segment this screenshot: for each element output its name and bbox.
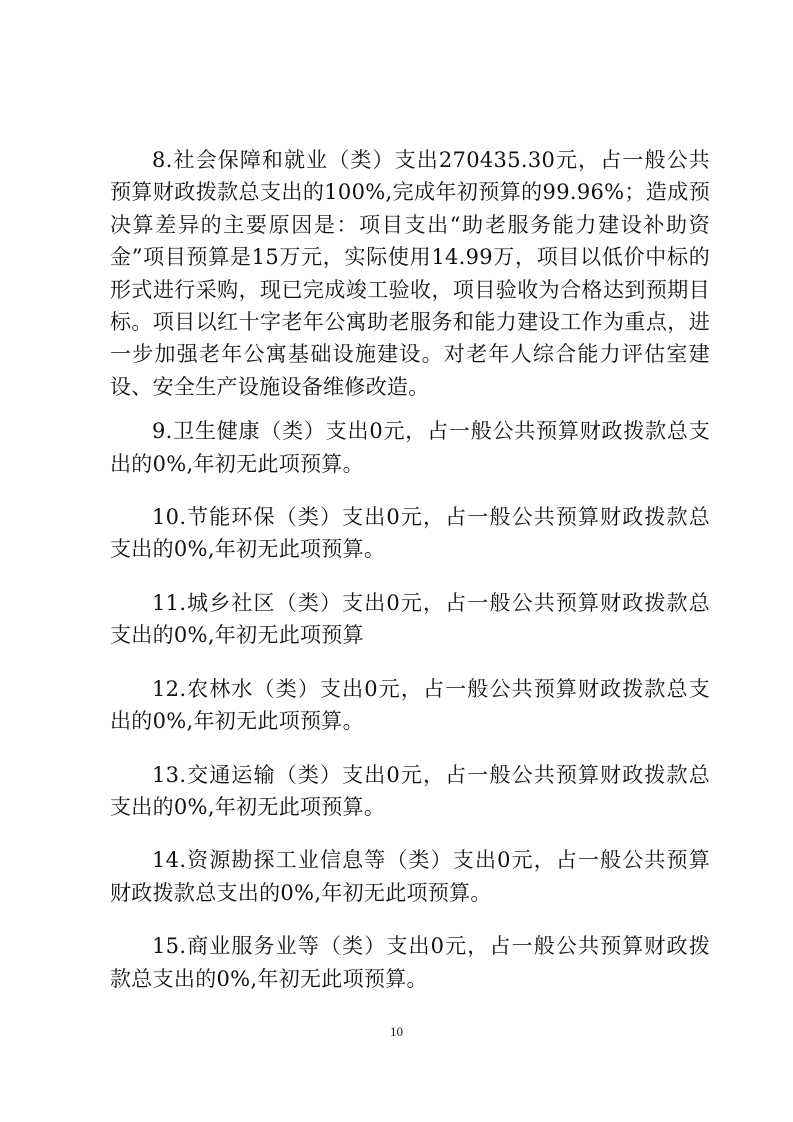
document-body	[110, 144, 710, 995]
paragraph-health: 9.卫生健康（类）支出0元，占一般公共预算财政拨款总支出的0%,年初无此项预算。	[110, 419, 710, 476]
paragraph-social-security: 8.社会保障和就业（类）支出270435.30元，占一般公共预算财政拨款总支出的100%,完成年初预算的99.96%；造成预决算差异的主要原因是：项目支出“助老服务能力建设补助资金”项目预算是15万元，实际使用14.99万，项目以低价中标的形式进行采购，现已完成竣工验收，项目验收为合格达到预期目标。项目以红十字老年公寓助老服务和能力建设工作为重点，进一步加强老年公寓基础设施建设。对老年人综合能力评估室建设、安全生产设施设备维修改造。	[110, 148, 710, 399]
paragraph-resource-exploration: 14.资源勘探工业信息等（类）支出0元，占一般公共预算财政拨款总支出的0%,年初无此项预算。	[110, 848, 710, 905]
paragraph-commercial-services: 15.商业服务业等（类）支出0元，占一般公共预算财政拨款总支出的0%,年初无此项预算。	[110, 934, 710, 991]
paragraph-urban-rural-community: 11.城乡社区（类）支出0元，占一般公共预算财政拨款总支出的0%,年初无此项预算	[110, 590, 710, 648]
paragraph-transportation: 13.交通运输（类）支出0元，占一般公共预算财政拨款总支出的0%,年初无此项预算。	[110, 762, 710, 819]
paragraph-agriculture-forestry-water: 12.农林水（类）支出0元，占一般公共预算财政拨款总支出的0%,年初无此项预算。	[110, 676, 710, 734]
paragraph-energy-environment: 10.节能环保（类）支出0元，占一般公共预算财政拨款总支出的0%,年初无此项预算。	[110, 505, 710, 562]
page-number: 10	[390, 1024, 403, 1039]
